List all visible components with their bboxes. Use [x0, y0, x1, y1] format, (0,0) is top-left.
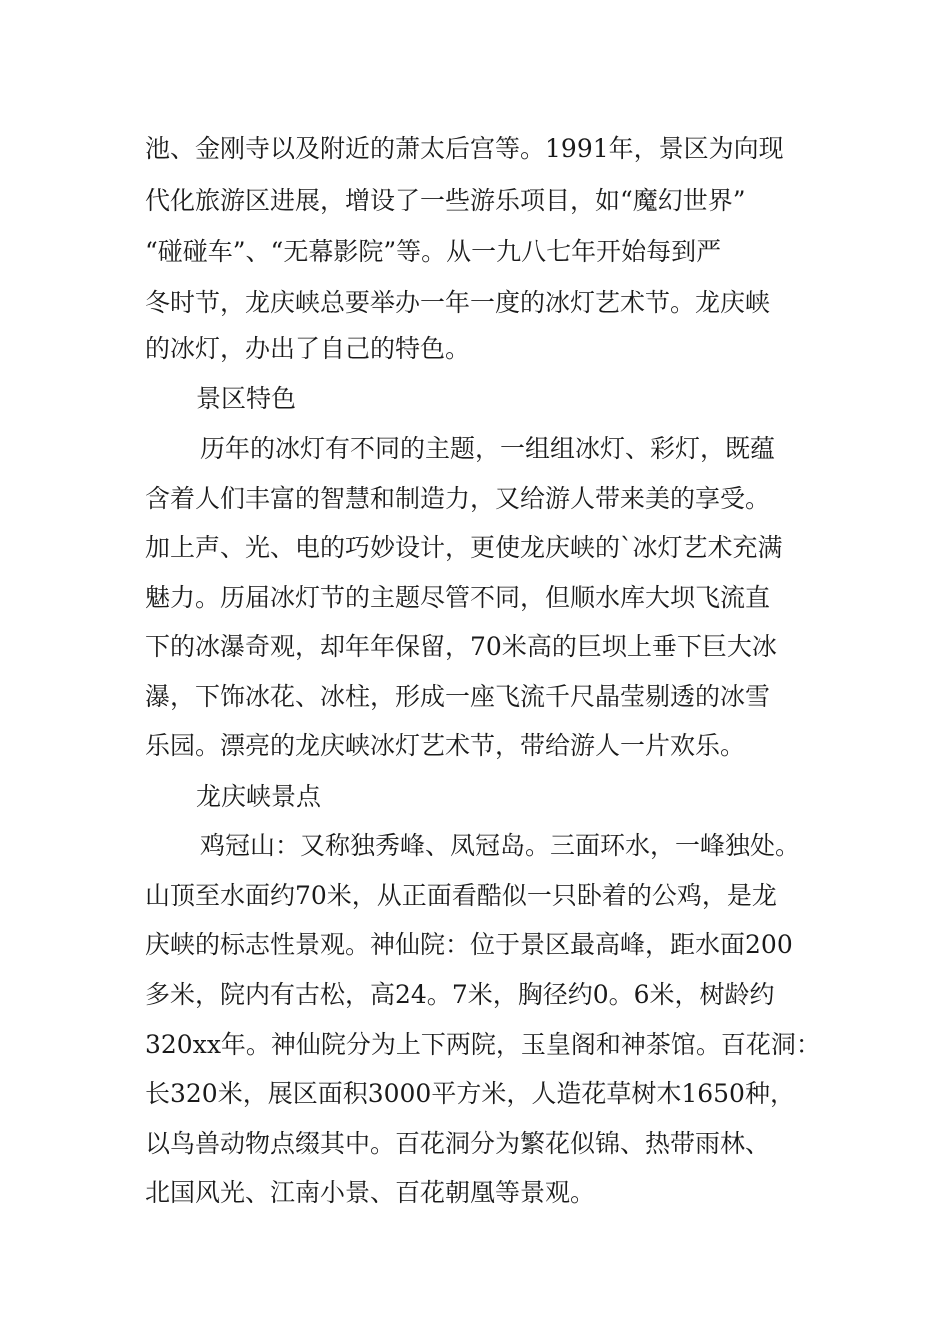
body-line: 320xx年。神仙院分为上下两院，玉皇阁和神茶馆。百花洞：	[145, 1030, 821, 1059]
body-line: “碰碰车”、“无幕影院”等。从一九八七年开始每到严	[145, 237, 722, 266]
section-heading: 景区特色	[196, 384, 297, 413]
body-line: 冬时节，龙庆峡总要举办一年一度的冰灯艺术节。龙庆峡	[145, 288, 771, 317]
body-line: 池、金刚寺以及附近的萧太后宫等。1991年，景区为向现	[145, 134, 784, 163]
body-line: 多米，院内有古松，高24。7米，胸径约0。6米，树龄约	[145, 980, 775, 1009]
body-line: 代化旅游区进展，增设了一些游乐项目，如“魔幻世界”	[145, 186, 746, 215]
body-line: 的冰灯，办出了自己的特色。	[145, 334, 471, 363]
body-line: 乐园。漂亮的龙庆峡冰灯艺术节，带给游人一片欢乐。	[145, 731, 746, 760]
body-line: 长320米，展区面积3000平方米，人造花草树木1650种，	[145, 1079, 795, 1108]
body-line: 山顶至水面约70米，从正面看酷似一只卧着的公鸡，是龙	[145, 881, 777, 910]
body-line: 北国风光、江南小景、百花朝凰等景观。	[145, 1178, 596, 1207]
body-line: 魅力。历届冰灯节的主题尽管不同，但顺水库大坝飞流直	[145, 583, 771, 612]
body-line: 庆峡的标志性景观。神仙院：位于景区最高峰，距水面200	[145, 930, 793, 959]
body-line: 下的冰瀑奇观，却年年保留，70米高的巨坝上垂下巨大冰	[145, 632, 777, 661]
body-line: 瀑，下饰冰花、冰柱，形成一座飞流千尺晶莹剔透的冰雪	[145, 682, 771, 711]
body-line: 含着人们丰富的智慧和制造力，又给游人带来美的享受。	[145, 484, 771, 513]
body-line: 以鸟兽动物点缀其中。百花洞分为繁花似锦、热带雨林、	[145, 1129, 771, 1158]
body-line: 加上声、光、电的巧妙设计，更使龙庆峡的`冰灯艺术充满	[145, 533, 783, 562]
body-line: 历年的冰灯有不同的主题，一组组冰灯、彩灯，既蕴	[200, 434, 776, 463]
section-heading: 龙庆峡景点	[196, 782, 322, 811]
body-line: 鸡冠山：又称独秀峰、凤冠岛。三面环水，一峰独处。	[200, 831, 801, 860]
